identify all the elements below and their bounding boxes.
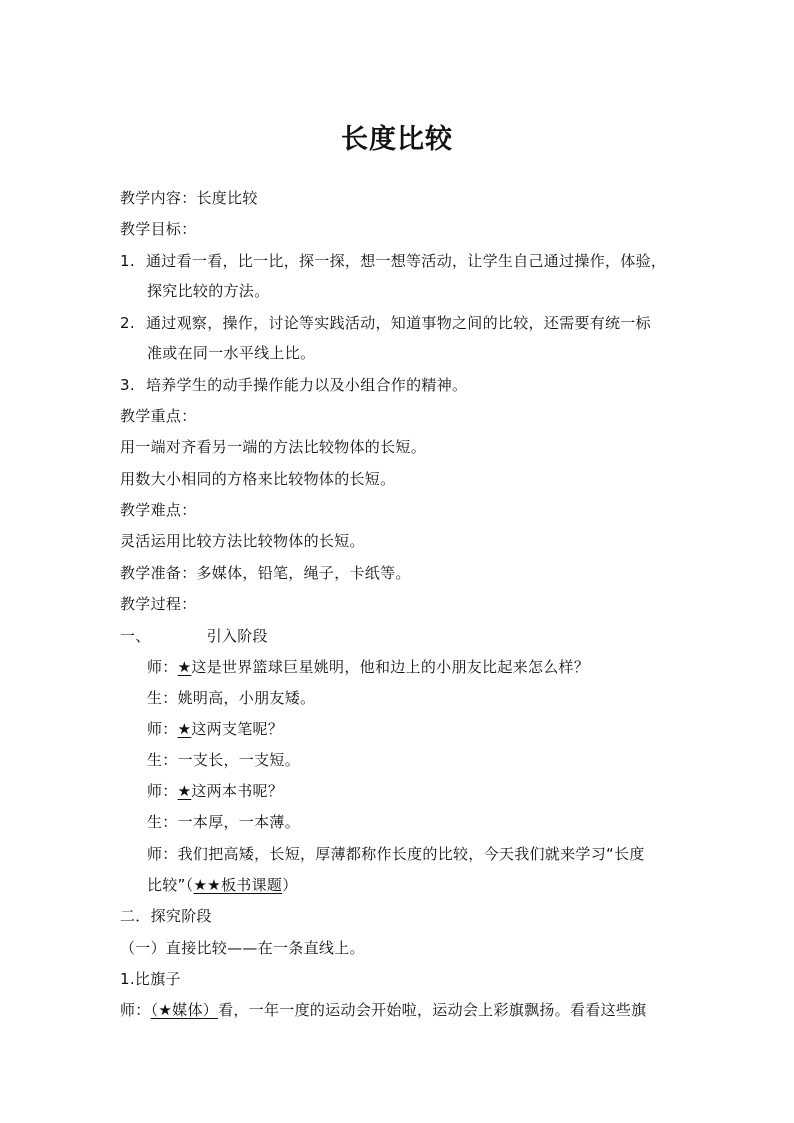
dialog-text: 这两支笔呢？ <box>191 720 284 738</box>
board-title-note: ★★板书课题 <box>193 876 283 894</box>
dialog-text: 一支长，一支短。 <box>177 751 301 769</box>
dialog-text: 看，一年一度的运动会开始啦，运动会上彩旗飘扬。看看这些旗 <box>218 1001 647 1019</box>
closing-text-end: ） <box>282 876 298 894</box>
key-point: 用一端对齐看另一端的方法比较物体的长短。 <box>120 438 427 456</box>
speaker-label: 生： <box>147 813 178 831</box>
speaker-label: 生： <box>147 689 178 707</box>
section-heading: 二．探究阶段 <box>120 907 212 925</box>
goals-heading: 教学目标： <box>120 220 197 238</box>
goal-item <box>120 312 651 334</box>
goal-continuation: 探究比较的方法。 <box>147 282 270 300</box>
speaker-label: 师： <box>147 720 178 738</box>
star-icon: ★ <box>177 720 192 738</box>
goal-number: 2. <box>120 314 135 332</box>
document-title: 长度比较 <box>341 124 453 155</box>
goal-item <box>120 250 666 272</box>
goal-text: 通过观察，操作，讨论等实践活动，知道事物之间的比较，还需要有统一标 <box>146 314 651 332</box>
dialog-line <box>147 749 300 771</box>
difficulty-heading: 教学难点： <box>120 501 197 519</box>
star-icon: ★ <box>177 782 192 800</box>
key-points-heading: 教学重点： <box>120 407 197 425</box>
media-note: （★媒体） <box>150 1001 219 1019</box>
dialog-text: 一本厚，一本薄。 <box>177 813 301 831</box>
item-heading: 1.比旗子 <box>120 970 181 988</box>
goal-number: 1. <box>120 252 135 270</box>
speaker-label: 师： <box>147 658 178 676</box>
closing-dialog-line: 师：我们把高矮，长短，厚薄都称作长度的比较，今天我们就来学习“长度 <box>147 845 645 863</box>
dialog-line <box>120 999 646 1021</box>
preparation-line: 教学准备：多媒体，铅笔，绳子，卡纸等。 <box>120 564 411 582</box>
goal-continuation: 准或在同一水平线上比。 <box>147 344 316 362</box>
dialog-line <box>147 718 283 740</box>
dialog-text: 姚明高，小朋友矮。 <box>177 689 316 707</box>
dialog-line <box>147 656 589 678</box>
speaker-label: 生： <box>147 751 178 769</box>
goal-text: 通过看一看，比一比，探一探，想一想等活动，让学生自己通过操作，体验， <box>146 252 667 270</box>
speaker-label: 师： <box>147 782 178 800</box>
goal-text: 培养学生的动手操作能力以及小组合作的精神。 <box>146 376 468 394</box>
goal-item <box>120 374 467 396</box>
dialog-line <box>147 687 315 709</box>
speaker-label: 师： <box>120 1001 151 1019</box>
content-line: 教学内容：长度比较 <box>120 189 258 207</box>
goal-number: 3. <box>120 376 135 394</box>
closing-dialog-continuation <box>147 874 298 896</box>
key-point: 用数大小相同的方格来比较物体的长短。 <box>120 470 396 488</box>
difficulty-text: 灵活运用比较方法比较物体的长短。 <box>120 532 365 550</box>
dialog-text: 这是世界篮球巨星姚明，他和边上的小朋友比起来怎么样？ <box>191 658 590 676</box>
section-title: 引入阶段 <box>206 627 268 645</box>
process-heading: 教学过程： <box>120 595 197 613</box>
subsection-heading: （一）直接比较——在一条直线上。 <box>120 939 365 957</box>
section-heading <box>120 625 268 647</box>
dialog-line <box>147 811 300 833</box>
closing-text: 比较”（ <box>147 876 194 894</box>
dialog-text: 这两本书呢？ <box>191 782 284 800</box>
dialog-line <box>147 780 283 802</box>
star-icon: ★ <box>177 658 192 676</box>
section-number: 一、 <box>120 627 151 645</box>
